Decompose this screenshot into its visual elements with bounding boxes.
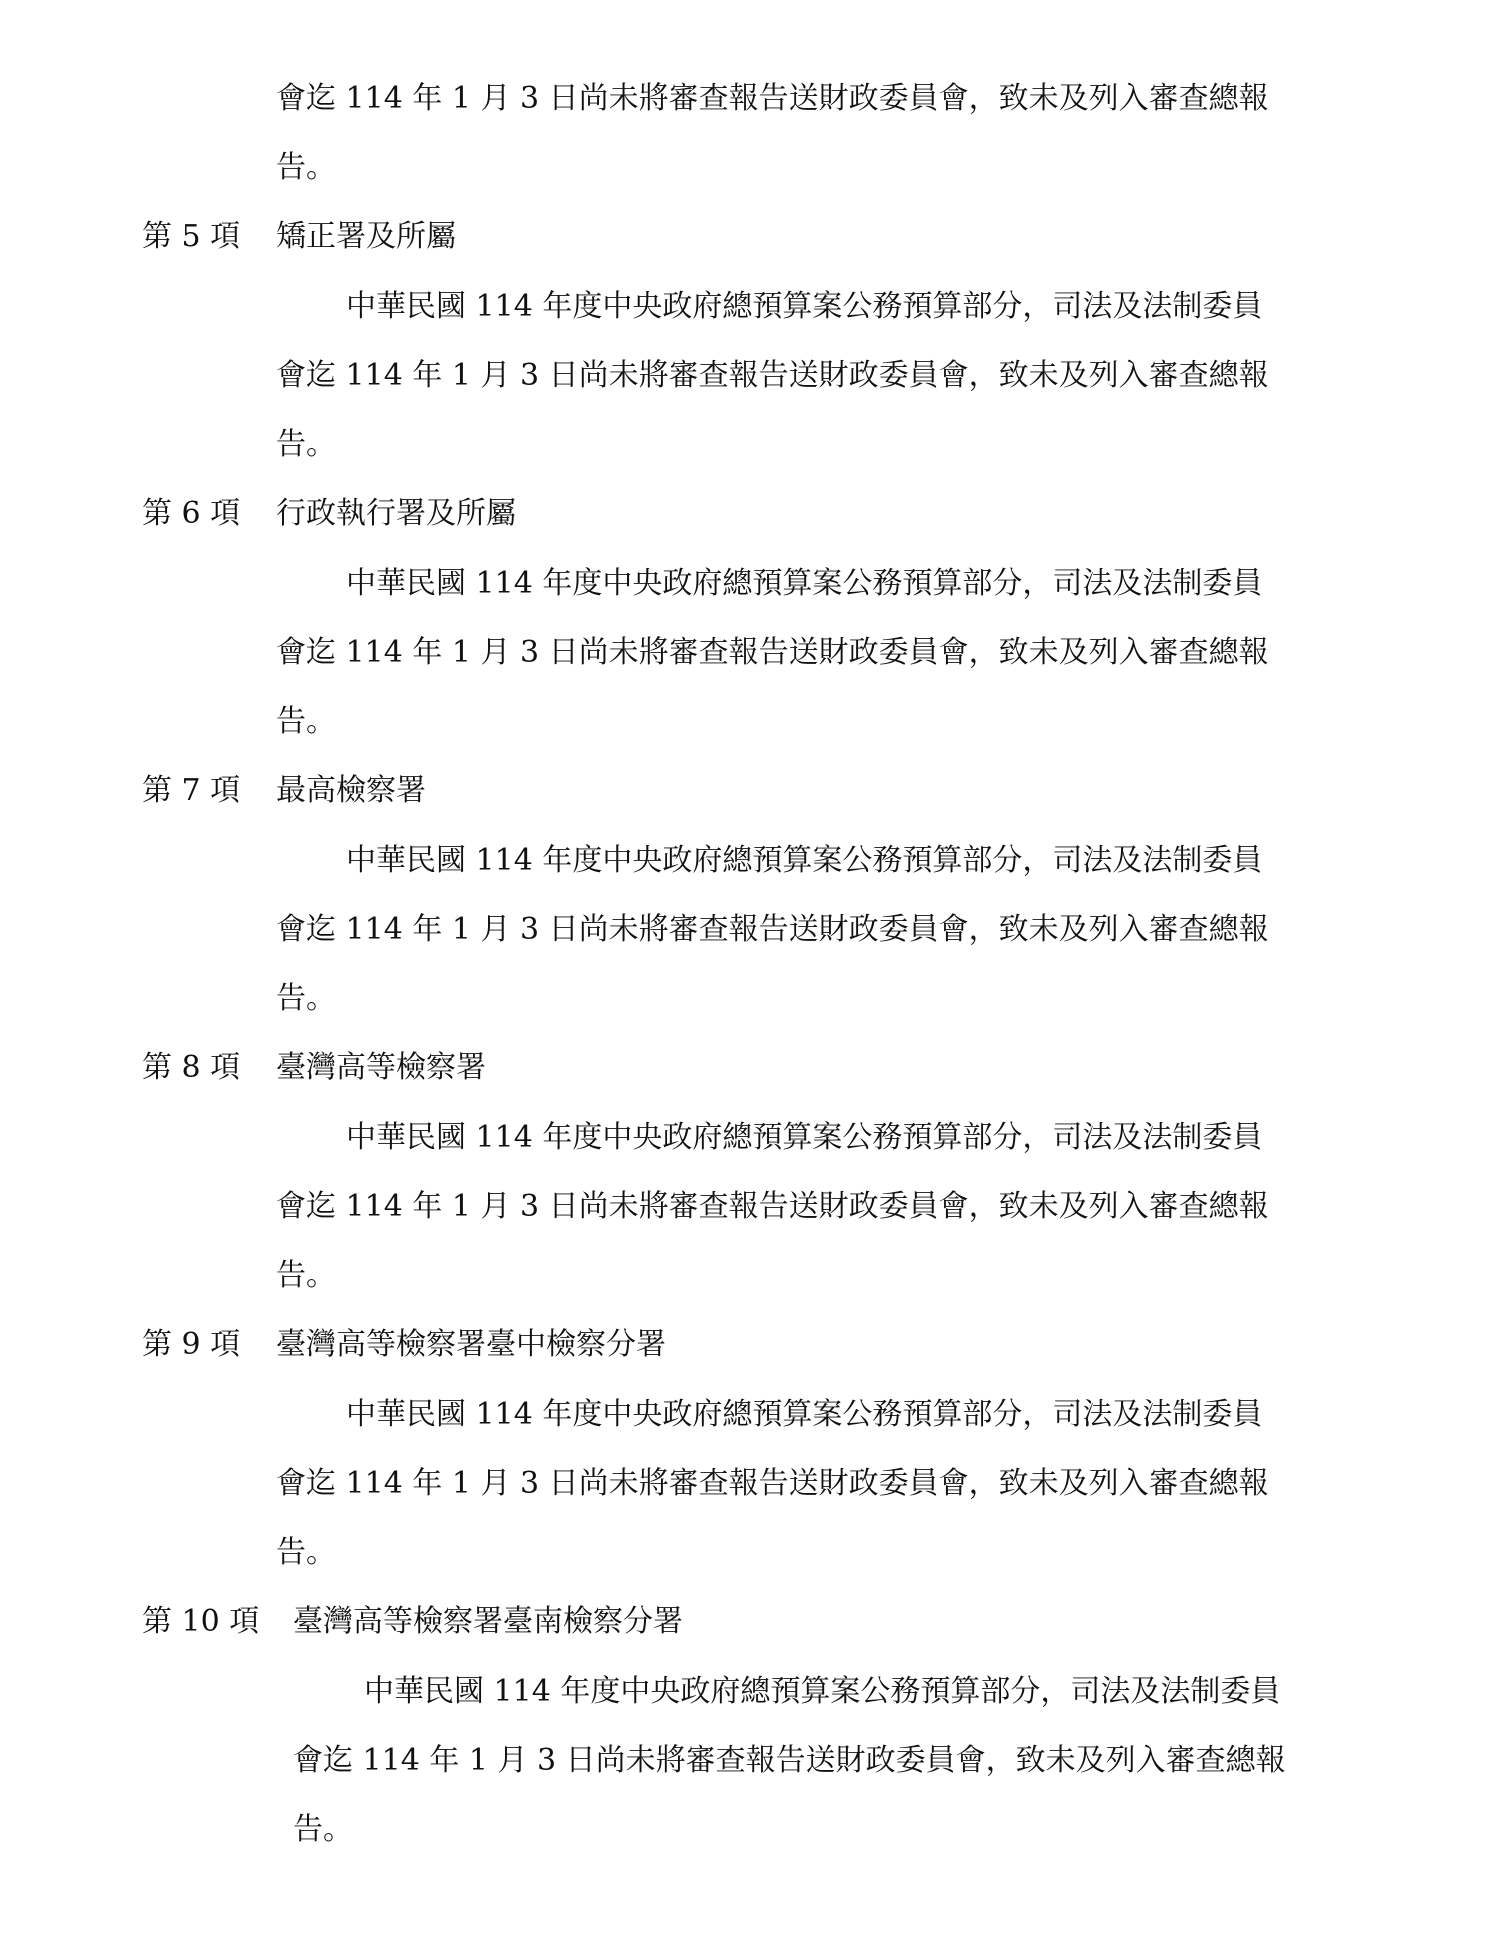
item-title: 最高檢察署 [276,773,426,808]
item-heading [142,1325,666,1365]
item-body-line-2: 會迄 114 年 1 月 3 日尚未將審查報告送財政委員會，致未及列入審查總報 [276,912,1269,947]
item-body-line-3: 告。 [276,704,336,739]
item-body-line-3: 告。 [276,981,336,1016]
item-title: 行政執行署及所屬 [276,496,516,531]
item-body-line-2: 會迄 114 年 1 月 3 日尚未將審查報告送財政委員會，致未及列入審查總報 [276,1189,1269,1224]
item-number: 第 7 項 [142,773,241,808]
item-heading [142,1048,486,1088]
item-body-line-1: 中華民國 114 年度中央政府總預算案公務預算部分，司法及法制委員 [364,1674,1281,1709]
item-body-line-1: 中華民國 114 年度中央政府總預算案公務預算部分，司法及法制委員 [346,289,1263,324]
item-body-line-2: 會迄 114 年 1 月 3 日尚未將審查報告送財政委員會，致未及列入審查總報 [276,358,1269,393]
item-heading [142,1602,683,1642]
item-number: 第 9 項 [142,1327,241,1362]
item-body-line-3: 告。 [293,1812,353,1847]
item-title: 臺灣高等檢察署 [276,1050,486,1085]
item-body-line-1: 中華民國 114 年度中央政府總預算案公務預算部分，司法及法制委員 [346,566,1263,601]
item-body-line-1: 中華民國 114 年度中央政府總預算案公務預算部分，司法及法制委員 [346,1120,1263,1155]
intro-body-line-2: 會迄 114 年 1 月 3 日尚未將審查報告送財政委員會，致未及列入審查總報 [276,81,1269,116]
item-title: 矯正署及所屬 [276,219,456,254]
item-number: 第 8 項 [142,1050,241,1085]
item-title: 臺灣高等檢察署臺南檢察分署 [293,1604,683,1639]
item-heading [142,217,456,257]
item-number: 第 5 項 [142,219,241,254]
item-body-line-2: 會迄 114 年 1 月 3 日尚未將審查報告送財政委員會，致未及列入審查總報 [276,1466,1269,1501]
item-title: 臺灣高等檢察署臺中檢察分署 [276,1327,666,1362]
item-body-line-3: 告。 [276,427,336,462]
item-body-line-2: 會迄 114 年 1 月 3 日尚未將審查報告送財政委員會，致未及列入審查總報 [293,1743,1286,1778]
item-body-line-3: 告。 [276,1258,336,1293]
item-number: 第 6 項 [142,496,241,531]
item-body-line-1: 中華民國 114 年度中央政府總預算案公務預算部分，司法及法制委員 [346,843,1263,878]
item-body-line-1: 中華民國 114 年度中央政府總預算案公務預算部分，司法及法制委員 [346,1397,1263,1432]
item-heading [142,771,426,811]
item-heading [142,494,516,534]
intro-body-line-3: 告。 [276,150,336,185]
item-body-line-3: 告。 [276,1535,336,1570]
item-body-line-2: 會迄 114 年 1 月 3 日尚未將審查報告送財政委員會，致未及列入審查總報 [276,635,1269,670]
item-number: 第 10 項 [142,1604,260,1639]
